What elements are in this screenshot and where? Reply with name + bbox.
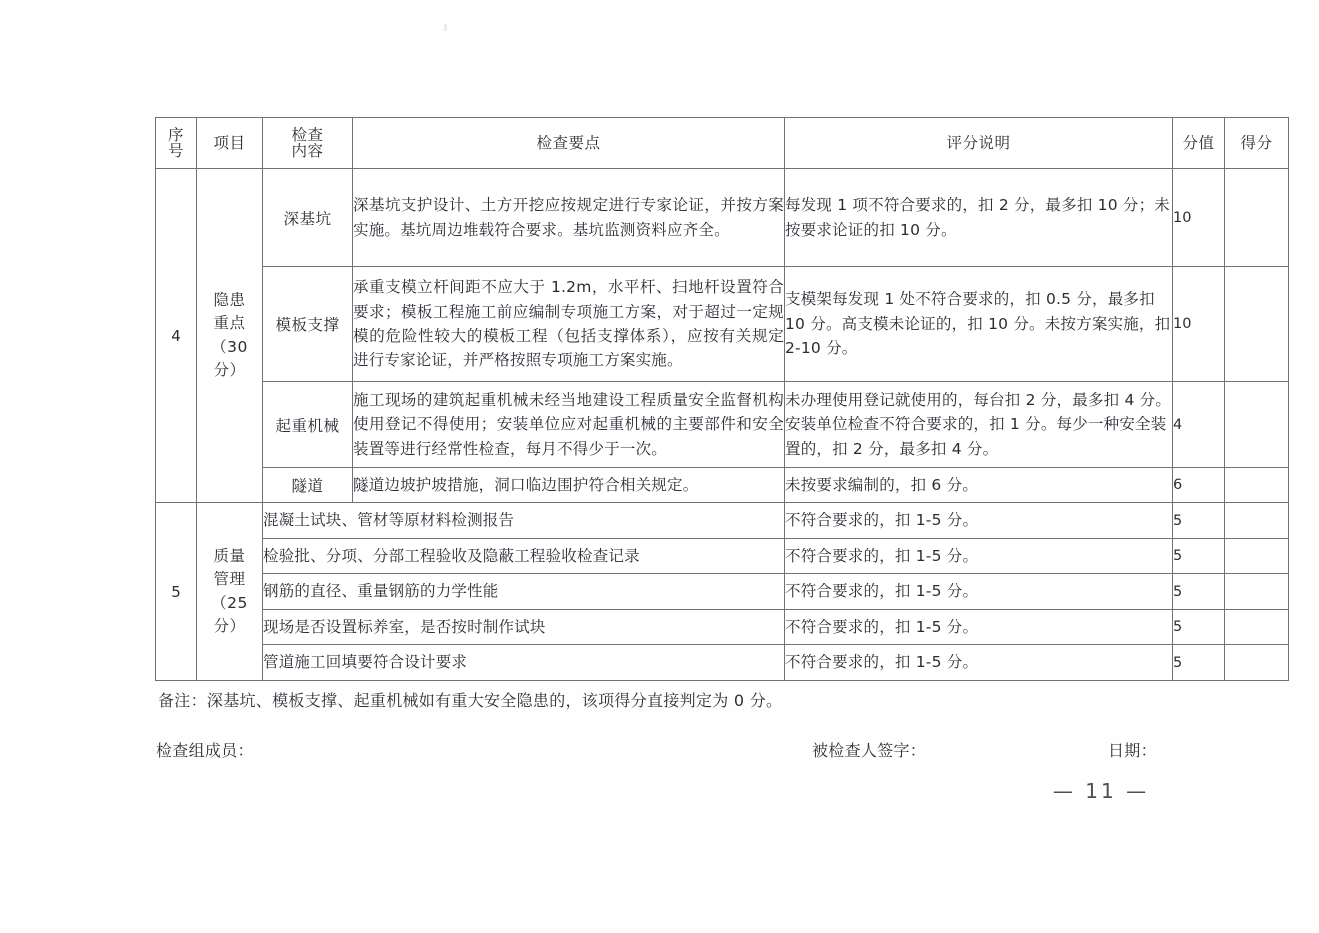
group-item-4 — [197, 169, 263, 503]
column-header-item — [197, 118, 263, 169]
column-header-value — [1173, 118, 1225, 169]
column-header-points-line1: 检查要点 — [536, 133, 601, 152]
table-row — [156, 169, 1289, 267]
score-value-tunnel: 6 — [1173, 468, 1225, 503]
score-got-formwork-support[interactable] — [1225, 267, 1289, 382]
date-label: 日期： — [1108, 741, 1157, 760]
column-header-points — [353, 118, 785, 169]
check-points-pipe-backfill: 管道施工回填要符合设计要求 — [263, 645, 785, 680]
group-item-5-line2: 管理 — [213, 570, 246, 589]
table-header-row — [156, 118, 1289, 169]
scoring-note-pipe-backfill: 不符合要求的，扣 1-5 分。 — [785, 645, 1173, 680]
column-header-item-line1: 项目 — [213, 133, 246, 152]
group-item-4-line3: （30 — [211, 337, 248, 356]
check-content-formwork-support: 模板支撑 — [263, 267, 353, 382]
table-row — [156, 645, 1289, 680]
column-header-no-line2: 号 — [167, 142, 184, 160]
table-row — [156, 382, 1289, 468]
scoring-note-deep-pit: 每发现 1 项不符合要求的，扣 2 分，最多扣 10 分；未按要求论证的扣 10 分。 — [785, 169, 1173, 267]
scoring-note-lifting-machinery: 未办理使用登记就使用的，每台扣 2 分，最多扣 4 分。安装单位检查不符合要求的，扣 1 分。每少一种安全装置的，扣 2 分，最多扣 4 分。 — [785, 382, 1173, 468]
check-content-tunnel: 隧道 — [263, 468, 353, 503]
scoring-note-formwork-support: 支模架每发现 1 处不符合要求的，扣 0.5 分，最多扣 10 分。高支模未论证的，扣 10 分。未按方案实施，扣 2-10 分。 — [785, 267, 1173, 382]
column-header-content — [263, 118, 353, 169]
scoring-note-tunnel: 未按要求编制的，扣 6 分。 — [785, 468, 1173, 503]
score-value-concrete-test-block: 5 — [1173, 503, 1225, 538]
column-header-scoring — [785, 118, 1173, 169]
scoring-note-concrete-test-block: 不符合要求的，扣 1-5 分。 — [785, 503, 1173, 538]
score-got-curing-room[interactable] — [1225, 609, 1289, 644]
table-row — [156, 538, 1289, 573]
group-item-4-line4: 分） — [213, 360, 246, 379]
remark-text: 备注：深基坑、模板支撑、起重机械如有重大安全隐患的，该项得分直接判定为 0 分。 — [158, 691, 783, 710]
score-got-tunnel[interactable] — [1225, 468, 1289, 503]
scoring-note-rebar-properties: 不符合要求的，扣 1-5 分。 — [785, 574, 1173, 609]
score-value-acceptance-records: 5 — [1173, 538, 1225, 573]
column-header-no — [156, 118, 197, 169]
column-header-value-line1: 分值 — [1182, 133, 1215, 152]
score-got-deep-pit[interactable] — [1225, 169, 1289, 267]
scoring-note-curing-room: 不符合要求的，扣 1-5 分。 — [785, 609, 1173, 644]
score-got-acceptance-records[interactable] — [1225, 538, 1289, 573]
score-got-pipe-backfill[interactable] — [1225, 645, 1289, 680]
table-row — [156, 468, 1289, 503]
inspection-scoring-table — [155, 117, 1289, 681]
group-item-5-line3: （25 — [211, 593, 248, 612]
check-content-deep-pit: 深基坑 — [263, 169, 353, 267]
check-points-tunnel: 隧道边坡护坡措施，洞口临边围护符合相关规定。 — [353, 468, 785, 503]
scoring-note-acceptance-records: 不符合要求的，扣 1-5 分。 — [785, 538, 1173, 573]
check-points-deep-pit: 深基坑支护设计、土方开挖应按规定进行专家论证，并按方案实施。基坑周边堆载符合要求。基坑监测资料应齐全。 — [353, 169, 785, 267]
check-points-acceptance-records: 检验批、分项、分部工程验收及隐蔽工程验收检查记录 — [263, 538, 785, 573]
check-points-formwork-support: 承重支模立杆间距不应大于 1.2m，水平杆、扫地杆设置符合要求；模板工程施工前应编制专项施工方案，对于超过一定规模的危险性较大的模板工程（包括支撑体系），应按有关规定进行专家论证，并严格按照专项施工方案实施。 — [353, 267, 785, 382]
group-item-4-line2: 重点 — [213, 314, 246, 333]
score-got-concrete-test-block[interactable] — [1225, 503, 1289, 538]
group-item-5-line1: 质量 — [213, 547, 246, 566]
column-header-content-line2: 内容 — [291, 142, 324, 160]
group-no-4: 4 — [156, 169, 197, 503]
column-header-scoring-line1: 评分说明 — [946, 133, 1011, 152]
score-value-pipe-backfill: 5 — [1173, 645, 1225, 680]
table-row — [156, 574, 1289, 609]
group-no-5: 5 — [156, 503, 197, 680]
inspected-person-signature-label: 被检查人签字： — [812, 741, 927, 760]
column-header-got-line1: 得分 — [1240, 133, 1273, 152]
column-header-got — [1225, 118, 1289, 169]
column-header-content-line1: 检查 — [291, 125, 324, 144]
table-row — [156, 609, 1289, 644]
check-points-concrete-test-block: 混凝土试块、管材等原材料检测报告 — [263, 503, 785, 538]
score-value-deep-pit: 10 — [1173, 169, 1225, 267]
score-value-lifting-machinery: 4 — [1173, 382, 1225, 468]
check-points-rebar-properties: 钢筋的直径、重量钢筋的力学性能 — [263, 574, 785, 609]
score-value-curing-room: 5 — [1173, 609, 1225, 644]
group-item-5-line4: 分） — [213, 616, 246, 635]
table-row — [156, 503, 1289, 538]
score-value-formwork-support: 10 — [1173, 267, 1225, 382]
check-points-lifting-machinery: 施工现场的建筑起重机械未经当地建设工程质量安全监督机构使用登记不得使用；安装单位应对起重机械的主要部件和安全装置等进行经常性检查，每月不得少于一次。 — [353, 382, 785, 468]
page-number: — 11 — — [1052, 779, 1150, 803]
inspection-team-members-label: 检查组成员： — [156, 741, 254, 760]
group-item-5 — [197, 503, 263, 680]
column-header-no-line1: 序 — [167, 125, 184, 144]
check-content-lifting-machinery: 起重机械 — [263, 382, 353, 468]
score-got-rebar-properties[interactable] — [1225, 574, 1289, 609]
group-item-4-line1: 隐患 — [213, 291, 246, 310]
check-points-curing-room: 现场是否设置标养室，是否按时制作试块 — [263, 609, 785, 644]
score-value-rebar-properties: 5 — [1173, 574, 1225, 609]
score-got-lifting-machinery[interactable] — [1225, 382, 1289, 468]
scan-artifact — [444, 24, 447, 31]
table-row — [156, 267, 1289, 382]
